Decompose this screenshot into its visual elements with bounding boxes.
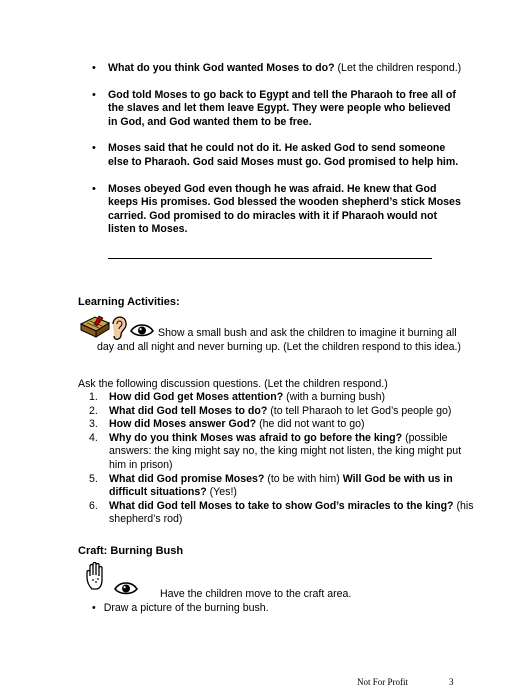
question-number: 4. <box>89 431 98 444</box>
learning-activity-text: Show a small bush and ask the children to imagine it burning all day and all night and never burning up. (Let the children respond to this idea.) <box>97 327 461 353</box>
question-item <box>89 391 479 405</box>
answer-text: (to be with him) <box>264 472 343 485</box>
page-number: 3 <box>449 677 454 687</box>
craft-bullet <box>92 602 269 616</box>
bullet-dot: • <box>92 142 96 155</box>
question-text: How did God get Moses attention? <box>109 391 284 403</box>
bullet-normal-text: (Let the children respond.) <box>334 62 462 74</box>
bullet-item <box>92 183 462 237</box>
question-item <box>89 418 479 432</box>
answer-text: (his shepherd’s rod) <box>109 499 474 526</box>
question-number: 3. <box>89 418 98 431</box>
learning-activities-heading: Learning Activities: <box>78 296 180 308</box>
question-item <box>89 473 479 500</box>
bullet-dot: • <box>92 88 96 101</box>
craft-heading: Craft: Burning Bush <box>78 545 184 557</box>
bullet-item <box>92 89 462 130</box>
discussion-questions <box>89 391 479 527</box>
question-number: 5. <box>89 472 98 485</box>
bullet-bold-text: Moses said that he could not do it. He asked God to send someone else to Pharaoh. God said Moses must go. God promised to help him. <box>108 142 459 168</box>
answer-text: (Yes!) <box>206 486 237 499</box>
question-number: 1. <box>89 391 98 403</box>
answer-text: (possible answers: the king might say no, the king might not listen, the king might put him in prison) <box>109 431 462 471</box>
craft-bullet-text: Draw a picture of the burning bush. <box>103 602 269 614</box>
question-item <box>89 500 479 527</box>
bullet-item <box>92 142 462 169</box>
bullet-dot: • <box>92 182 96 195</box>
bullet-item <box>92 62 462 76</box>
question-text: How did Moses answer God? <box>109 418 257 431</box>
footer-text: Not For Profit <box>357 677 409 687</box>
question-text: Why do you think Moses was afraid to go before the king? <box>109 431 403 444</box>
question-text: What did God tell Moses to take to show God’s miracles to the king? <box>109 499 454 512</box>
question-number: 2. <box>89 404 98 417</box>
bullet-dot: • <box>92 62 96 74</box>
section-divider <box>108 258 432 259</box>
answer-text: (with a burning bush) <box>283 391 386 403</box>
question-item <box>89 432 479 473</box>
bullet-bold-text: What do you think God wanted Moses to do? <box>108 62 335 74</box>
answer-text: (to tell Pharaoh to let God’s people go) <box>267 404 452 417</box>
bullet-bold-text: God told Moses to go back to Egypt and tell the Pharaoh to free all of the slaves and let them leave Egypt. They were people who believed in God, and God wanted them to be free. <box>108 88 456 128</box>
eye-icon <box>114 580 138 596</box>
question-number: 6. <box>89 499 98 512</box>
discussion-instruction: Ask the following discussion questions. (Let the children respond.) <box>78 378 388 390</box>
hand-icon <box>84 561 110 591</box>
answer-text: (he did not want to go) <box>256 418 365 431</box>
bullet-dot: • <box>92 602 96 614</box>
question-text: What did God tell Moses to do? <box>109 404 268 417</box>
question-text: Will God be with us in difficult situations? <box>109 472 453 499</box>
question-item <box>89 405 479 419</box>
bullet-bold-text: Moses obeyed God even though he was afraid. He knew that God keeps His promises. God blessed the wooden shepherd’s stick Moses carried. God promised to do miracles with it if Pharaoh would not listen to Moses. <box>108 182 461 236</box>
discussion-bullets <box>92 62 462 250</box>
craft-instruction: Have the children move to the craft area. <box>160 588 352 600</box>
question-text: What did God promise Moses? <box>109 472 265 485</box>
